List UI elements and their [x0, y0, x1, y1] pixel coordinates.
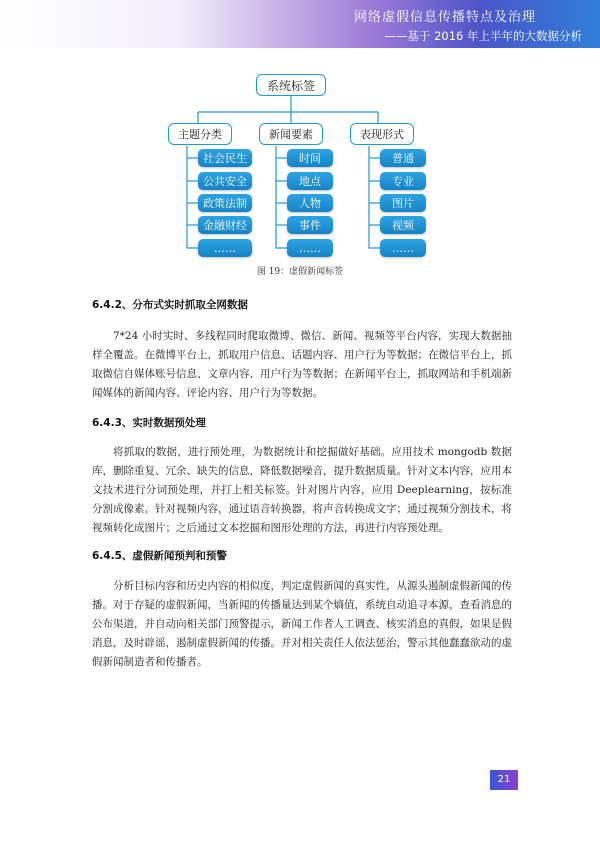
- tag-leaf: 专业: [380, 172, 426, 190]
- section-heading: 6.4.2、分布式实时抓取全网数据: [92, 299, 248, 311]
- report-title: 网络虚假信息传播特点及治理: [353, 10, 536, 25]
- tag-leaf: 地点: [287, 172, 333, 190]
- section-paragraph: 将抓取的数据，进行预处理，为数据统计和挖掘做好基础。应用技术 mongodb 数据库，删除重复、冗余、缺失的信息，降低数据噪音，提升数据质量。针对文本内容，应用本文技术进行分词预处理，并打上相关标签。针对图片内容，应用 Deeplearning，按标准分割成像素。针对视频内容，通过语音转换器，将声音转换成文字；通过视频分割技术，将视频转化成图片；之后通过文本挖掘和图形处理的方法，再进行内容预处理。: [92, 446, 512, 534]
- tag-leaf: 人物: [287, 194, 333, 212]
- section-heading: 6.4.5、虚假新闻预判和预警: [92, 550, 227, 562]
- tag-leaf: ……: [380, 239, 426, 257]
- category-node-format: 表现形式: [350, 123, 414, 145]
- tag-leaf: 金融财经: [198, 216, 252, 234]
- tag-leaf: 时间: [287, 149, 333, 167]
- tag-leaf: 事件: [287, 216, 333, 234]
- tag-leaf: 普通: [380, 149, 426, 167]
- section-paragraph: 分析目标内容和历史内容的相似度，判定虚假新闻的真实性，从源头遏制虚假新闻的传播。对于存疑的虚假新闻，当新闻的传播量达到某个熵值，系统自动追寻本源，查看消息的公布渠道，并自动向相关部门预警提示，新闻工作者人工调查、核实消息的真假，如果是假消息，及时辟谣，遏制虚假新闻的传播。并对相关责任人依法惩治，警示其他蠢蠢欲动的虚假新闻制造者和传播者。: [92, 580, 512, 668]
- diagram-root-node: 系统标签: [256, 74, 326, 96]
- tag-leaf: 政策法制: [198, 194, 252, 212]
- section-paragraph: 7*24 小时实时、多线程同时爬取微博、微信、新闻、视频等平台内容，实现大数据抽样全覆盖。在微博平台上，抓取用户信息、话题内容、用户行为等数据；在微信平台上，抓取微信自媒体账号信息、文章内容、用户行为等数据；在新闻平台上，抓取网站和手机端新闻媒体的新闻内容、评论内容、用户行为等数据。: [92, 330, 512, 399]
- page-number: 21: [490, 770, 518, 790]
- section-heading: 6.4.3、实时数据预处理: [92, 417, 206, 429]
- category-node-topic: 主题分类: [168, 123, 232, 145]
- tag-leaf: ……: [198, 239, 252, 257]
- tag-leaf: 社会民生: [198, 149, 252, 167]
- tag-leaf: ……: [287, 239, 333, 257]
- tag-diagram: [0, 0, 600, 300]
- tag-leaf: 视频: [380, 216, 426, 234]
- figure-caption: 图 19：虚假新闻标签: [256, 267, 344, 277]
- tag-leaf: 公共安全: [198, 172, 252, 190]
- tag-leaf: 图片: [380, 194, 426, 212]
- category-node-news-elements: 新闻要素: [259, 123, 323, 145]
- report-subtitle: ——基于 2016 年上半年的大数据分析: [384, 29, 582, 43]
